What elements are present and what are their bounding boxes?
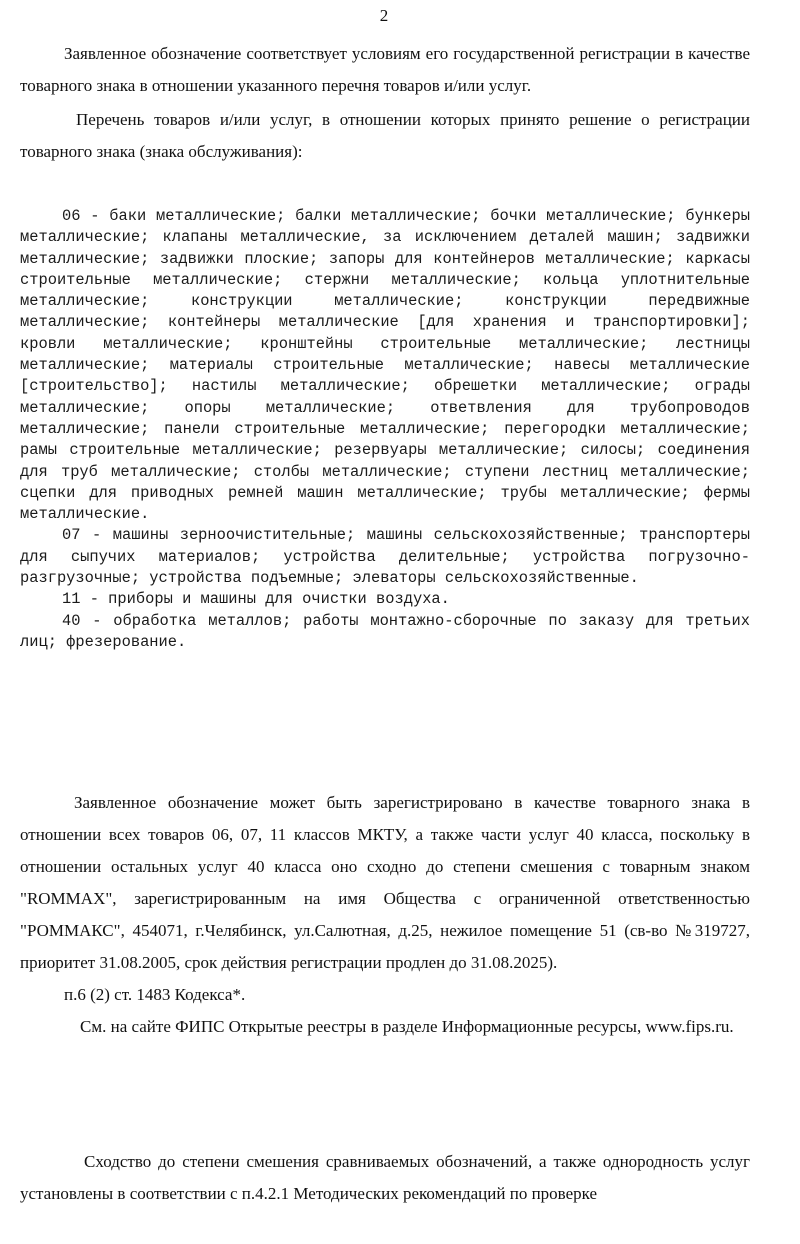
class-40-item: 40 - обработка металлов; работы монтажно-сборочные по заказу для третьих лиц; фрезерование. bbox=[20, 611, 750, 651]
decision-paragraph: Заявленное обозначение может быть зарегистрировано в качестве товарного знака в отношении всех товаров 06, 07, 11 классов МКТУ, а также части услуг 40 класса, поскольку в отношении остальных услуг 40 класса оно сходно до степени смешения с товарным знаком "ROMMAX", зарегистрированным на имя Общества с ограниченной ответственностью "РОММАКС", 454071, г.Челябинск, ул.Салютная, д.25, нежилое помещение 51 (св-во №319727, приоритет 31.08.2005, срок действия регистрации продлен до 31.08.2025). bbox=[20, 793, 750, 972]
page-number: 2 bbox=[379, 6, 389, 25]
decision-section bbox=[20, 787, 750, 1043]
list-heading-section bbox=[20, 104, 750, 168]
registration-statement: Заявленное обозначение соответствует условиям его государственной регистрации в качестве товарного знака в отношении указанного перечня товаров и/или услуг. bbox=[20, 44, 750, 95]
fips-reference: См. на сайте ФИПС Открытые реестры в разделе Информационные ресурсы, www.fips.ru. bbox=[80, 1017, 734, 1036]
class-06-item: 06 - баки металлические; балки металлические; бочки металлические; бункеры металлические; клапаны металлические, за исключением деталей машин; задвижки металлические; задвижки плоские; запоры для контейнеров металлические; каркасы строительные металлические; стержни металлические; кольца уплотнительные металлические; конструкции металлические; конструкции передвижные металлические; контейнеры металлические [для хранения и транспортировки]; кровли металлические; кронштейны строительные металлические; лестницы металлические; материалы строительные металлические; навесы металлические [строительство]; настилы металлические; обрешетки металлические; ограды металлические; опоры металлические; ответвления для трубопроводов металлические; панели строительные металлические; перегородки металлические; рамы строительные металлические; резервуары металлические; силосы; соединения для труб металлические; столбы металлические; ступени лестниц металлические; сцепки для приводных ремней машин металлические; трубы металлические; фермы металлические. bbox=[20, 207, 750, 524]
similarity-section bbox=[20, 1146, 750, 1210]
list-heading: Перечень товаров и/или услуг, в отношении которых принято решение о регистрации товарного знака (знака обслуживания): bbox=[20, 110, 750, 161]
legal-reference: п.6 (2) ст. 1483 Кодекса*. bbox=[64, 985, 246, 1004]
class-07-item: 07 - машины зерноочистительные; машины сельскохозяйственные; транспортеры для сыпучих материалов; устройства делительные; устройства погрузочно-разгрузочные; устройства подъемные; элеваторы сельскохозяйственные. bbox=[20, 526, 750, 588]
class-11-item: 11 - приборы и машины для очистки воздуха. bbox=[62, 590, 450, 609]
similarity-note: Сходство до степени смешения сравниваемых обозначений, а также однородность услуг установлены в соответствии с п.4.2.1 Методических рекомендаций по проверке bbox=[20, 1152, 750, 1203]
goods-services-list bbox=[20, 206, 750, 653]
intro-section bbox=[20, 38, 750, 102]
